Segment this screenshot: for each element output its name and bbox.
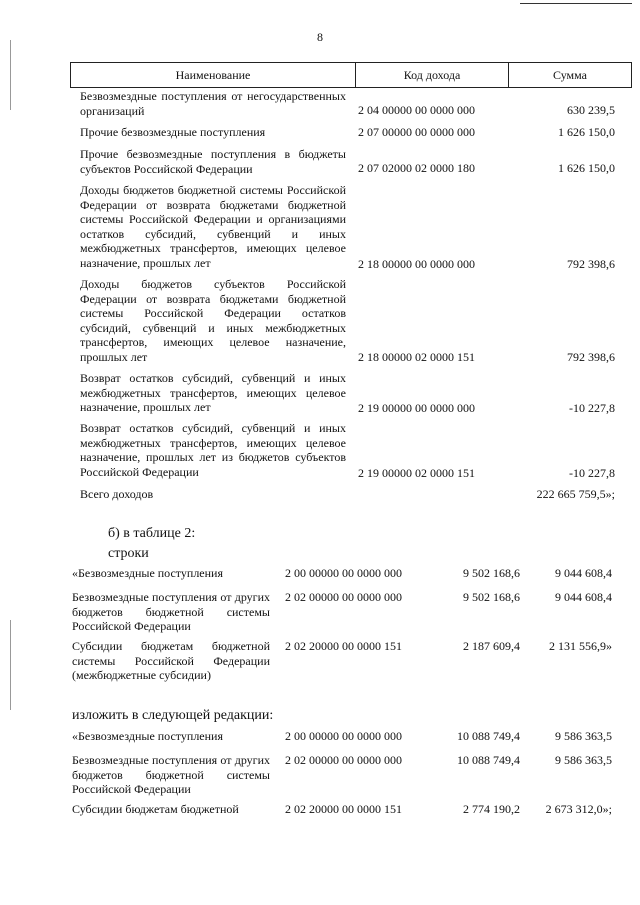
row-code: 2 02 20000 00 0000 151 (285, 802, 402, 816)
row-name: Возврат остатков субсидий, субвенций и иных межбюджетных трансфертов, имеющих целевое назначение, прошлых лет из бюджетов субъектов Российской Федерации (80, 421, 346, 479)
row-value-2: 9 044 608,4 (555, 566, 612, 580)
section-b-subheading: строки (108, 546, 149, 561)
row-name: Возврат остатков субсидий, субвенций и иных межбюджетных трансфертов, имеющих целевое назначение, прошлых лет (80, 371, 346, 415)
row-sum: -10 227,8 (569, 466, 615, 480)
row-sum: 630 239,5 (567, 103, 615, 117)
row-code: 2 02 20000 00 0000 151 (285, 639, 402, 653)
row-value-1: 9 502 168,6 (463, 566, 520, 580)
page-number: 8 (317, 30, 323, 44)
row-value-1: 10 088 749,4 (457, 753, 520, 767)
row-name: Прочие безвозмездные поступления в бюджеты субъектов Российской Федерации (80, 147, 346, 176)
row-code: 2 18 00000 00 0000 000 (358, 257, 475, 271)
table-header (70, 62, 632, 88)
row-name: «Безвозмездные поступления (72, 729, 223, 743)
row-code: 2 18 00000 02 0000 151 (358, 350, 475, 364)
row-code: 2 00 00000 00 0000 000 (285, 566, 402, 580)
header-sum: Сумма (553, 67, 587, 82)
row-code: 2 19 00000 02 0000 151 (358, 466, 475, 480)
row-code: 2 02 00000 00 0000 000 (285, 753, 402, 767)
section-new-heading: изложить в следующей редакции: (72, 708, 274, 723)
row-sum: 792 398,6 (567, 257, 615, 271)
row-value-2: 2 673 312,0»; (545, 802, 612, 816)
header-code: Код дохода (356, 63, 509, 87)
row-sum: -10 227,8 (569, 401, 615, 415)
row-name: Безвозмездные поступления от других бюджетов бюджетной системы Российской Федерации (72, 590, 270, 634)
row-value-2: 9 044 608,4 (555, 590, 612, 604)
row-value-2: 9 586 363,5 (555, 753, 612, 767)
row-name: Прочие безвозмездные поступления (80, 125, 266, 139)
row-code: 2 07 00000 00 0000 000 (358, 125, 475, 139)
header-name: Наименование (71, 63, 356, 87)
total-sum: 222 665 759,5»; (536, 487, 615, 501)
margin-mark (10, 620, 11, 710)
row-code: 2 19 00000 00 0000 000 (358, 401, 475, 415)
row-sum: 1 626 150,0 (558, 161, 615, 175)
row-code: 2 07 02000 02 0000 180 (358, 161, 475, 175)
row-name: Доходы бюджетов субъектов Российской Федерации от возврата бюджетами бюджетной системы Российской Федерации остатков субсидий, субвенций и иных межбюджетных трансфертов, имеющих целевое назначение, прошлых лет (80, 277, 346, 364)
row-value-1: 2 774 190,2 (463, 802, 520, 816)
row-value-2: 2 131 556,9» (549, 639, 612, 653)
row-code: 2 00 00000 00 0000 000 (285, 729, 402, 743)
total-label: Всего доходов (80, 487, 154, 501)
row-name: Безвозмездные поступления от негосударственных организаций (80, 89, 346, 118)
row-sum: 1 626 150,0 (558, 125, 615, 139)
top-rule (520, 3, 632, 4)
row-name: Субсидии бюджетам бюджетной системы Российской Федерации (межбюджетные субсидии) (72, 639, 270, 683)
margin-mark (10, 40, 11, 110)
row-code: 2 04 00000 00 0000 000 (358, 103, 475, 117)
row-name: Безвозмездные поступления от других бюджетов бюджетной системы Российской Федерации (72, 753, 270, 797)
section-b-heading: б) в таблице 2: (108, 526, 196, 541)
row-name: «Безвозмездные поступления (72, 566, 223, 580)
row-value-2: 9 586 363,5 (555, 729, 612, 743)
row-value-1: 10 088 749,4 (457, 729, 520, 743)
row-name: Доходы бюджетов бюджетной системы Российской Федерации от возврата бюджетами бюджетной системы Российской Федерации и организациями остатков субсидий, субвенций и иных межбюджетных трансфертов, имеющих целевое назначение, прошлых лет (80, 183, 346, 270)
row-sum: 792 398,6 (567, 350, 615, 364)
row-name: Субсидии бюджетам бюджетной (72, 802, 239, 816)
row-code: 2 02 00000 00 0000 000 (285, 590, 402, 604)
row-value-1: 2 187 609,4 (463, 639, 520, 653)
row-value-1: 9 502 168,6 (463, 590, 520, 604)
